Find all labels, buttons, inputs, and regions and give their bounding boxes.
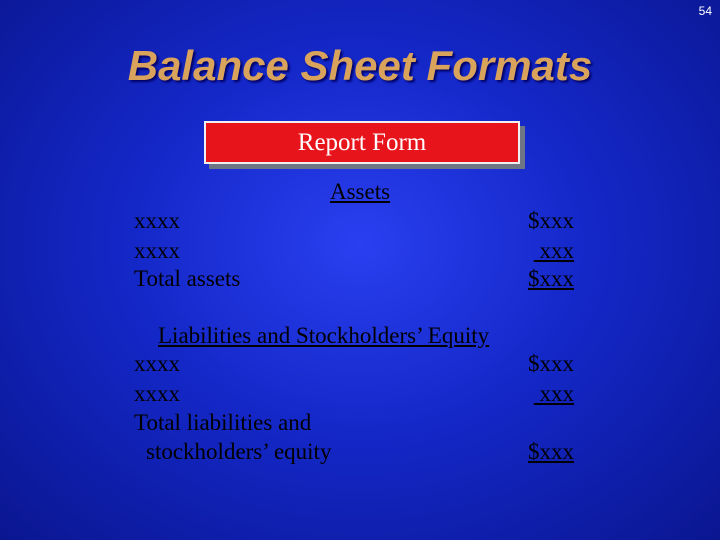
total-liabilities-value: $xxx: [528, 439, 574, 464]
asset-row-1-value: $xxx: [528, 208, 574, 233]
total-liabilities-label-line-1: Total liabilities and: [134, 410, 312, 435]
total-assets-value: $xxx: [528, 266, 574, 291]
total-assets-label: Total assets: [134, 266, 241, 291]
asset-row-1-label: xxxx: [134, 208, 180, 233]
total-liabilities-label-line-2: stockholders’ equity: [146, 439, 332, 464]
liability-row-2-value: xxx: [533, 381, 574, 406]
liability-row-1-value: $xxx: [528, 351, 574, 376]
slide-title: Balance Sheet Formats: [127, 42, 593, 89]
asset-row-2-value: xxx: [533, 238, 574, 263]
liabilities-heading: Liabilities and Stockholders’ Equity: [158, 323, 490, 348]
asset-row-2-label: xxxx: [134, 238, 180, 263]
liability-row-1-label: xxxx: [134, 351, 180, 376]
liability-row-2-label: xxxx: [134, 381, 180, 406]
report-form-label: Report Form: [297, 128, 427, 156]
assets-heading: Assets: [330, 179, 391, 204]
slide-number: 54: [698, 4, 712, 18]
report-form-label-box: [204, 121, 520, 164]
